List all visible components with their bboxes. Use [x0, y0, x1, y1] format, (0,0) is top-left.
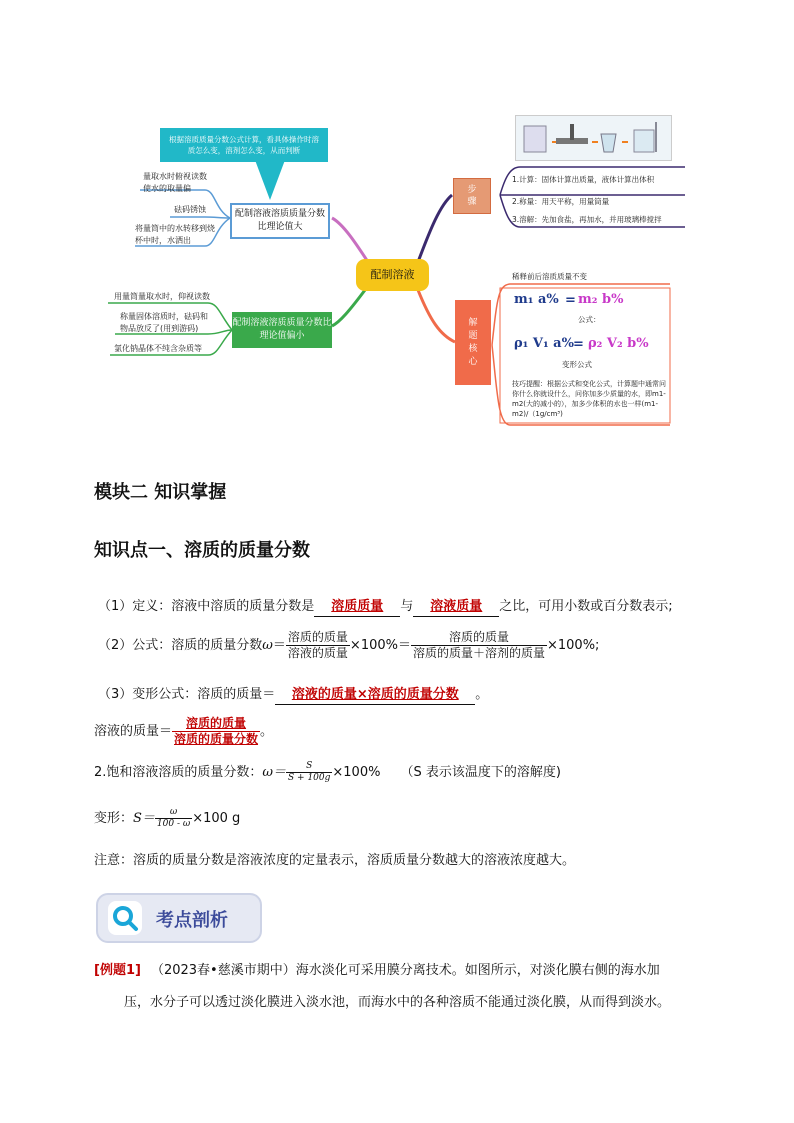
definition-line: [98, 598, 673, 617]
mind-map-callout: 根据溶质质量分数公式计算，看具体操作时溶质怎么变，溶剂怎么变，从而判断: [160, 128, 328, 162]
definition-suffix: 之比，可用小数或百分数表示;: [499, 599, 673, 614]
badge-label: 考点剖析: [156, 910, 228, 931]
formula-suffix: ×100%;: [547, 637, 600, 653]
badge-icon-tile: [108, 901, 142, 935]
variant-suffix: 。: [475, 687, 489, 702]
note-line: 注意：溶质的质量分数是溶液浓度的定量表示，溶质质量分数越大的溶液浓度越大。: [94, 853, 576, 868]
branch-low-leaf: 氯化钠晶体不纯含杂质等: [114, 344, 202, 353]
definition-prefix: （1）定义：溶液中溶质的质量分数是: [98, 599, 315, 614]
formula1-right: m₂ b%: [578, 292, 624, 307]
branch-high-leaf: 将量筒中的水转移到烧杯中时，水洒出: [135, 224, 215, 245]
formula2-eq: =: [573, 337, 584, 352]
step-item: 2.称量：用天平称，用量筒量: [512, 197, 610, 206]
variant-prefix: （3）变形公式：溶质的质量＝: [98, 687, 276, 702]
formula2-caption: 变形公式: [562, 360, 592, 369]
fraction-2: $\frac{\text{溶质的质量}}{\text{溶质的质量＋溶剂的质量}}$: [412, 630, 545, 660]
omega-symbol: ω: [262, 637, 273, 653]
lab-apparatus-icon: [516, 116, 671, 160]
branch-high-leaf: 量取水时俯视读数使水的取量偏: [143, 172, 207, 193]
branch-steps: 步骤: [453, 178, 491, 214]
answer-blank: 溶液质量: [413, 598, 499, 617]
saturated-line: [94, 761, 561, 784]
formula-eq: ＝: [272, 637, 286, 653]
core-tip: 技巧提醒：根据公式和变化公式，计算题中通常问你什么你就设什么，问你加多少质量的水，即m1-m2(大的减小的），加多少体积的水也一样(m1-m2)/（1g/cm³): [512, 380, 666, 418]
answer-blank: 溶质质量: [314, 598, 400, 617]
formula2-left: ρ₁ V₁ a%: [514, 336, 574, 351]
saturated-note: （S 表示该温度下的溶解度): [400, 764, 561, 780]
branch-low-leaf: 称量固体溶质时，砝码和物品放反了(用到游码): [120, 312, 208, 333]
example-text-1: （2023春•慈溪市期中）海水淡化可采用膜分离技术。如图所示，对淡化膜右侧的海水加: [150, 963, 660, 978]
definition-mid: 与: [400, 599, 414, 614]
formula2-right: ρ₂ V₂ b%: [588, 336, 649, 351]
deformation-fraction: $\frac{\omega}{100 - \omega}$: [156, 807, 191, 829]
step-item: 1.计算：固体计算出质量，液体计算出体积: [512, 175, 655, 184]
mind-map-connectors: [0, 0, 794, 440]
search-icon: [108, 901, 142, 935]
branch-core: 解题核心: [455, 300, 491, 385]
example-tag: [例题1]: [94, 963, 141, 978]
branch-low: 配制溶液溶质质量分数比理论值偏小: [232, 312, 332, 348]
branch-high: 配制溶液溶质质量分数比理论值大: [230, 203, 330, 239]
formula-line: [98, 630, 599, 661]
saturated-prefix: 2.饱和溶液溶质的质量分数：: [94, 764, 263, 780]
core-note: 稀释前后溶质质量不变: [512, 272, 587, 281]
deformation-prefix: 变形：: [94, 810, 134, 826]
formula1-caption: 公式：: [578, 315, 601, 324]
branch-high-leaf: 砝码锈蚀: [174, 205, 206, 214]
answer-blank: 溶液的质量×溶质的质量分数: [275, 686, 475, 705]
step-item: 3.溶解：先加食盐，再加水，并用玻璃棒搅拌: [512, 215, 662, 224]
mind-map: [0, 0, 794, 440]
lab-apparatus-image: [515, 115, 672, 161]
example-line-2: 压，水分子可以透过淡化膜进入淡水池，而海水中的各种溶质不能通过淡化膜，从而得到淡水。: [124, 995, 671, 1010]
formula-mid: ×100%＝: [349, 637, 411, 653]
solution-mass-suffix: 。: [260, 723, 274, 739]
fraction-1: $\frac{\text{溶质的质量}}{\text{溶液的质量}}$: [287, 630, 348, 660]
module-title: 模块二 知识掌握: [94, 482, 227, 503]
saturated-omega: ω＝: [262, 764, 287, 780]
example-line-1: [94, 962, 660, 980]
variant-formula-line: [98, 686, 488, 705]
formula-prefix: （2）公式：溶质的质量分数: [98, 637, 263, 653]
saturated-suffix: ×100%: [332, 764, 381, 780]
solution-mass-prefix: 溶液的质量＝: [94, 723, 173, 739]
mind-map-center: 配制溶液: [356, 259, 429, 291]
formula1-left: m₁ a%: [514, 292, 559, 307]
deformation-suffix: ×100 g: [192, 810, 241, 826]
solution-mass-fraction: $\frac{\text{溶质的质量}}{\text{溶质的质量分数}}$: [174, 716, 259, 746]
analysis-badge: [96, 893, 262, 943]
deformation-line: [94, 807, 240, 830]
branch-low-leaf: 用量筒量取水时，仰视读数: [114, 292, 210, 301]
formula1-eq: =: [565, 293, 576, 308]
deformation-s: S＝: [133, 810, 155, 826]
solution-mass-line: [94, 716, 273, 747]
saturated-fraction: $\frac{S}{S + 100g}$: [288, 761, 331, 783]
knowledge-point-title: 知识点一、溶质的质量分数: [94, 540, 310, 561]
